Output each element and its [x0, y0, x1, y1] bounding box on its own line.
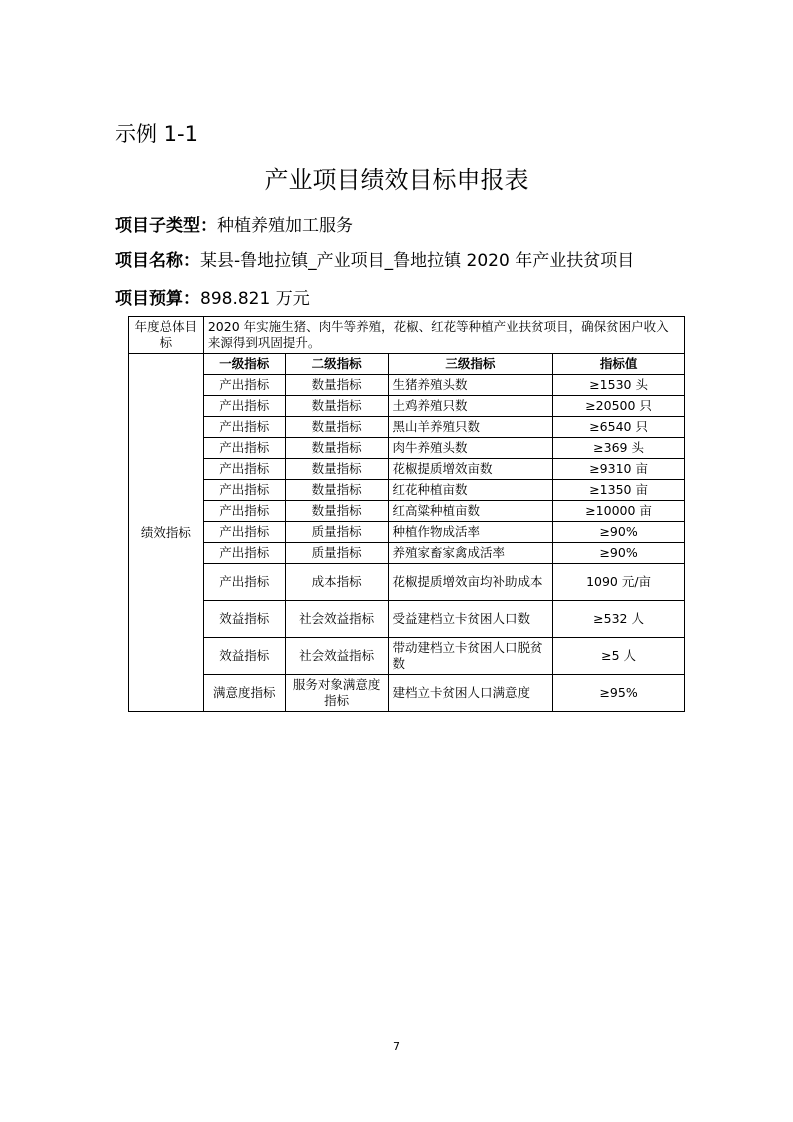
value-cell: ≥90%	[553, 522, 685, 543]
level1-cell: 产出指标	[203, 459, 285, 480]
value-cell: ≥5 人	[553, 638, 685, 675]
level1-cell: 产出指标	[203, 501, 285, 522]
level1-cell: 产出指标	[203, 438, 285, 459]
value-cell: 1090 元/亩	[553, 564, 685, 601]
table-row	[129, 601, 685, 638]
annual-goal-label: 年度总体目标	[129, 317, 204, 354]
table-row	[129, 417, 685, 438]
budget-value: 898.821 万元	[200, 289, 310, 309]
annual-goal-text: 2020 年实施生猪、肉牛等养殖，花椒、红花等种植产业扶贫项目，确保贫困户收入来源得到巩固提升。	[203, 317, 684, 354]
level3-cell: 花椒提质增效亩均补助成本	[388, 564, 553, 601]
project-subtype	[115, 211, 353, 236]
table-row	[129, 675, 685, 712]
value-cell: ≥1350 亩	[553, 480, 685, 501]
page-number: 7	[393, 1040, 400, 1053]
level3-cell: 土鸡养殖只数	[388, 396, 553, 417]
level1-cell: 效益指标	[203, 638, 285, 675]
level2-cell: 数量指标	[285, 501, 388, 522]
table-row	[129, 501, 685, 522]
table-row	[129, 480, 685, 501]
header-level3: 三级指标	[388, 354, 553, 375]
table-row	[129, 564, 685, 601]
page-title: 产业项目绩效目标申报表	[264, 166, 529, 194]
level1-cell: 产出指标	[203, 417, 285, 438]
value-cell: ≥10000 亩	[553, 501, 685, 522]
table-row	[129, 638, 685, 675]
subtype-label: 项目子类型：	[115, 216, 217, 236]
value-cell: ≥1530 头	[553, 375, 685, 396]
level3-cell: 肉牛养殖头数	[388, 438, 553, 459]
level2-cell: 服务对象满意度指标	[285, 675, 388, 712]
table-row	[129, 438, 685, 459]
example-label: 示例 1-1	[115, 122, 198, 146]
level2-cell: 数量指标	[285, 480, 388, 501]
level2-cell: 成本指标	[285, 564, 388, 601]
table-row	[129, 543, 685, 564]
level1-cell: 产出指标	[203, 543, 285, 564]
table-row	[129, 459, 685, 480]
name-value: 某县-鲁地拉镇_产业项目_鲁地拉镇 2020 年产业扶贫项目	[200, 251, 635, 271]
level1-cell: 产出指标	[203, 564, 285, 601]
level1-cell: 效益指标	[203, 601, 285, 638]
level3-cell: 养殖家畜家禽成活率	[388, 543, 553, 564]
level3-cell: 建档立卡贫困人口满意度	[388, 675, 553, 712]
table-row	[129, 522, 685, 543]
level3-cell: 受益建档立卡贫困人口数	[388, 601, 553, 638]
value-cell: ≥369 头	[553, 438, 685, 459]
level1-cell: 产出指标	[203, 375, 285, 396]
perf-indicator-label: 绩效指标	[129, 354, 204, 712]
project-budget	[115, 284, 310, 309]
project-name	[115, 246, 634, 271]
header-row	[129, 354, 685, 375]
value-cell: ≥95%	[553, 675, 685, 712]
level1-cell: 产出指标	[203, 522, 285, 543]
table-row	[129, 375, 685, 396]
level1-cell: 产出指标	[203, 396, 285, 417]
header-level1: 一级指标	[203, 354, 285, 375]
header-level2: 二级指标	[285, 354, 388, 375]
level2-cell: 质量指标	[285, 543, 388, 564]
level3-cell: 红花种植亩数	[388, 480, 553, 501]
level3-cell: 红高粱种植亩数	[388, 501, 553, 522]
level2-cell: 数量指标	[285, 375, 388, 396]
level3-cell: 带动建档立卡贫困人口脱贫数	[388, 638, 553, 675]
level1-cell: 产出指标	[203, 480, 285, 501]
table-row	[129, 396, 685, 417]
level2-cell: 数量指标	[285, 438, 388, 459]
value-cell: ≥9310 亩	[553, 459, 685, 480]
budget-label: 项目预算：	[115, 289, 200, 309]
performance-table	[128, 316, 685, 712]
level3-cell: 种植作物成活率	[388, 522, 553, 543]
level3-cell: 花椒提质增效亩数	[388, 459, 553, 480]
level2-cell: 社会效益指标	[285, 638, 388, 675]
value-cell: ≥6540 只	[553, 417, 685, 438]
header-value: 指标值	[553, 354, 685, 375]
value-cell: ≥532 人	[553, 601, 685, 638]
level2-cell: 数量指标	[285, 459, 388, 480]
name-label: 项目名称：	[115, 251, 200, 271]
level1-cell: 满意度指标	[203, 675, 285, 712]
annual-goal-row	[129, 317, 685, 354]
level2-cell: 数量指标	[285, 396, 388, 417]
level2-cell: 社会效益指标	[285, 601, 388, 638]
level3-cell: 黑山羊养殖只数	[388, 417, 553, 438]
level2-cell: 数量指标	[285, 417, 388, 438]
subtype-value: 种植养殖加工服务	[217, 216, 353, 236]
value-cell: ≥20500 只	[553, 396, 685, 417]
level3-cell: 生猪养殖头数	[388, 375, 553, 396]
value-cell: ≥90%	[553, 543, 685, 564]
level2-cell: 质量指标	[285, 522, 388, 543]
